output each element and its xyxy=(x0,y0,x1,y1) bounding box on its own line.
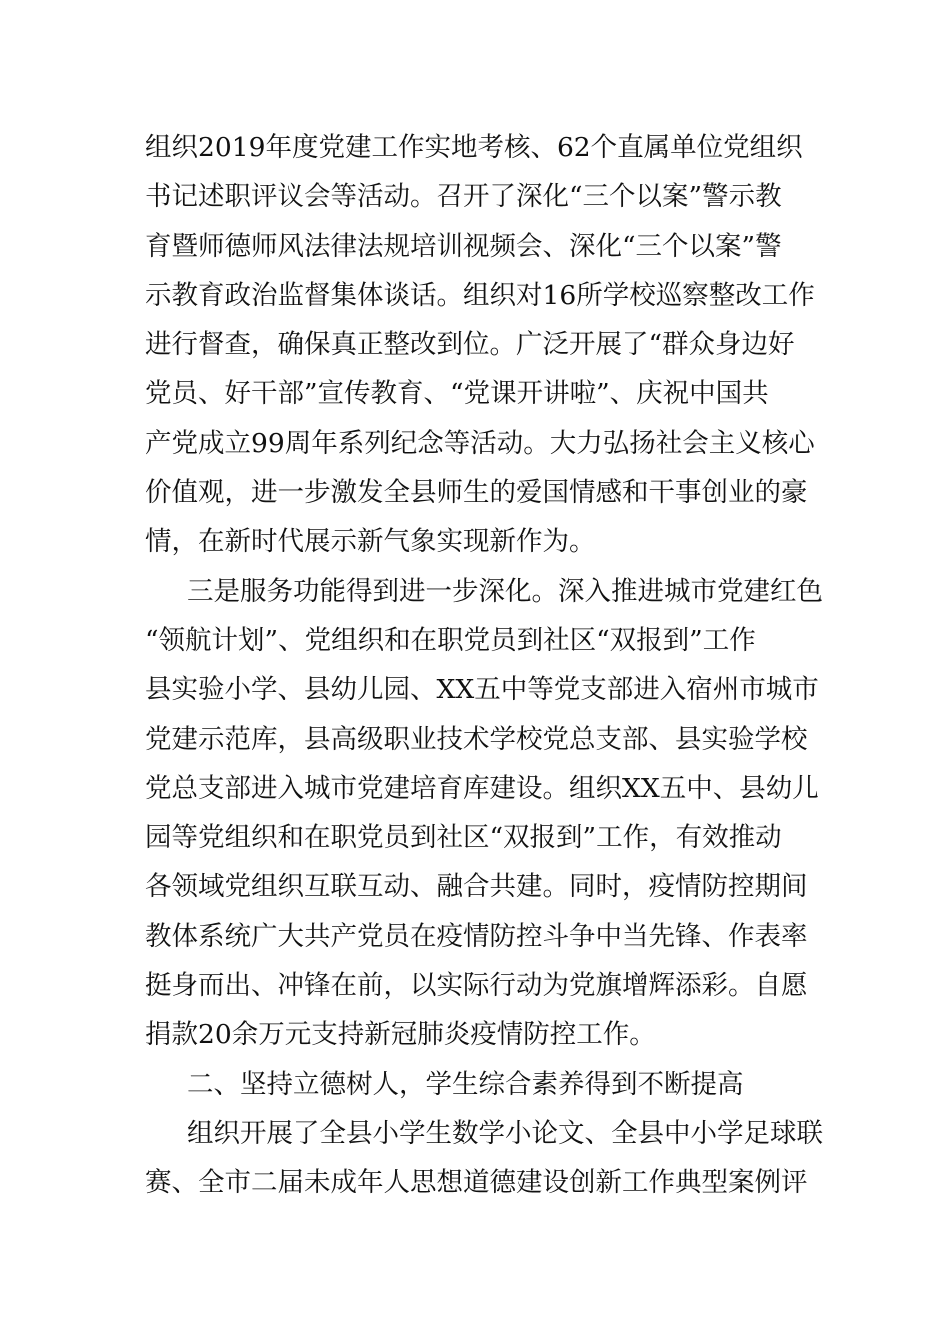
text-line: 组织开展了全县小学生数学小论文、全县中小学足球联 xyxy=(187,1117,823,1149)
text-line: 情，在新时代展示新气象实现新作为。 xyxy=(145,526,596,558)
text-line: 书记述职评议会等活动。召开了深化“三个以案”警示教 xyxy=(145,181,782,213)
text-line: 园等党组织和在职党员到社区“双报到”工作，有效推动 xyxy=(145,822,782,854)
text-line: 教体系统广大共产党员在疫情防控斗争中当先锋、作表率 xyxy=(145,920,808,952)
text-line: 党总支部进入城市党建培育库建设。组织XX五中、县幼儿 xyxy=(145,772,819,804)
text-line: 党建示范库，县高级职业技术学校党总支部、县实验学校 xyxy=(145,723,808,755)
text-line: 挺身而出、冲锋在前，以实际行动为党旗增辉添彩。自愿 xyxy=(145,970,808,1002)
text-line: 价值观，进一步激发全县师生的爱国情感和干事创业的豪 xyxy=(145,477,808,509)
text-line: 示教育政治监督集体谈话。组织对16所学校巡察整改工作 xyxy=(145,279,815,311)
document-body xyxy=(145,123,823,1208)
text-line: 县实验小学、县幼儿园、XX五中等党支部进入宿州市城市 xyxy=(145,674,819,706)
text-line: 三是服务功能得到进一步深化。深入推进城市党建红色 xyxy=(187,575,823,607)
text-line: 各领域党组织互联互动、融合共建。同时，疫情防控期间 xyxy=(145,871,808,903)
text-line: 党员、好干部”宣传教育、“党课开讲啦”、庆祝中国共 xyxy=(145,378,769,410)
text-line: 组织2019年度党建工作实地考核、62个直属单位党组织 xyxy=(145,132,803,163)
text-line: 捐款20余万元支持新冠肺炎疫情防控工作。 xyxy=(145,1019,656,1051)
text-line: 进行督查，确保真正整改到位。广泛开展了“群众身边好 xyxy=(145,329,795,361)
text-line: 二、坚持立德树人，学生综合素养得到不断提高 xyxy=(187,1068,744,1100)
text-line: “领航计划”、党组织和在职党员到社区“双报到”工作 xyxy=(145,624,756,656)
text-line: 育暨师德师风法律法规培训视频会、深化“三个以案”警 xyxy=(145,230,782,262)
text-line: 赛、全市二届未成年人思想道德建设创新工作典型案例评 xyxy=(145,1167,808,1199)
text-line: 产党成立99周年系列纪念等活动。大力弘扬社会主义核心 xyxy=(145,427,815,459)
